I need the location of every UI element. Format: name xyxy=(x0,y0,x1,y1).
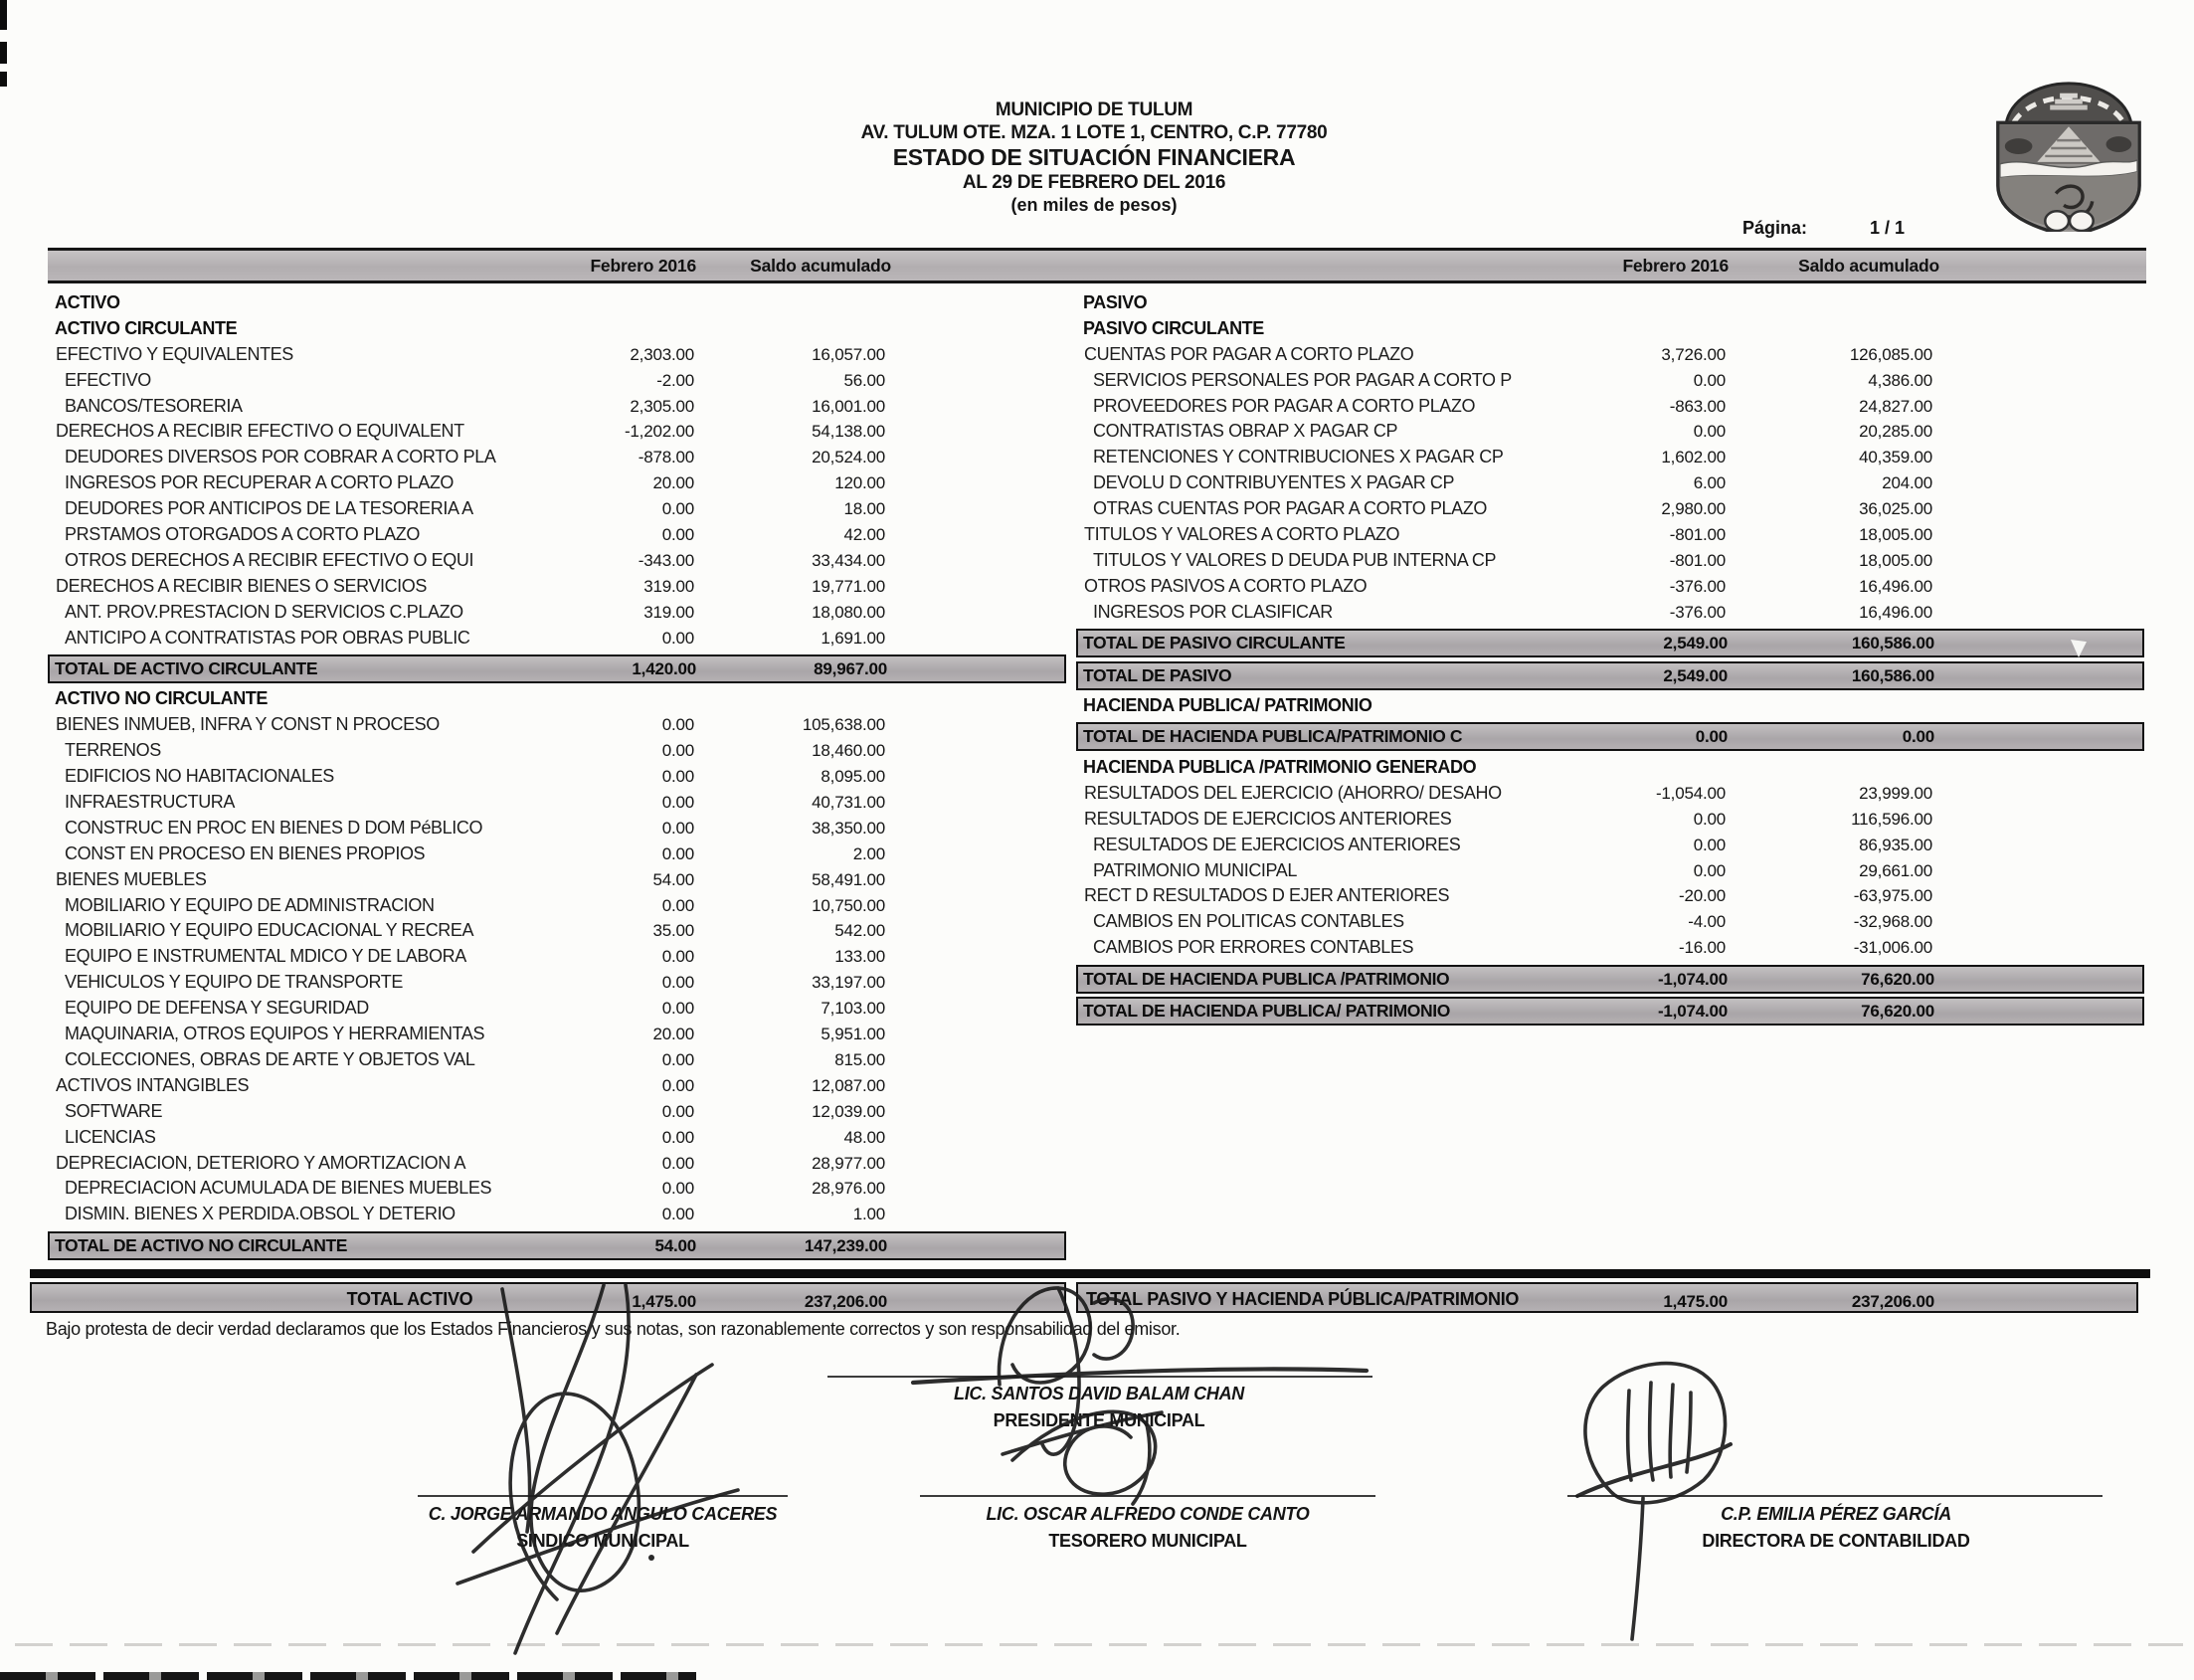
account-label: BIENES INMUEB, INFRA Y CONST N PROCESO xyxy=(56,714,440,735)
total-activo-row xyxy=(30,1282,1066,1313)
account-row xyxy=(48,1176,1066,1202)
account-label: ACTIVO xyxy=(55,292,120,312)
value-saldo-acumulado: 38,350.00 xyxy=(812,818,885,838)
total-pasivo-patrimonio-saldo: 237,206.00 xyxy=(1851,1292,1934,1311)
account-row xyxy=(48,1099,1066,1125)
value-saldo-acumulado: 16,496.00 xyxy=(1859,576,1932,596)
value-saldo-acumulado: 7,103.00 xyxy=(821,999,885,1019)
total-row xyxy=(1076,965,2144,994)
account-row xyxy=(48,548,1066,574)
account-label: CAMBIOS EN POLITICAS CONTABLES xyxy=(1093,911,1404,932)
value-saldo-acumulado: 56.00 xyxy=(843,370,885,390)
account-row xyxy=(48,342,1066,368)
value-saldo-acumulado: 89,967.00 xyxy=(814,658,887,678)
value-saldo-acumulado: 28,977.00 xyxy=(812,1153,885,1173)
account-label: RETENCIONES Y CONTRIBUCIONES X PAGAR CP xyxy=(1093,447,1504,467)
account-label: TITULOS Y VALORES D DEUDA PUB INTERNA CP xyxy=(1093,549,1497,570)
value-saldo-acumulado: 33,434.00 xyxy=(812,550,885,570)
account-label: CONTRATISTAS OBRAP X PAGAR CP xyxy=(1093,421,1398,442)
section-heading-row xyxy=(1076,755,2144,781)
account-row xyxy=(1076,496,2144,522)
account-label: EDIFICIOS NO HABITACIONALES xyxy=(65,766,334,787)
account-row xyxy=(48,445,1066,470)
value-saldo-acumulado: 133.00 xyxy=(834,947,885,967)
value-saldo-acumulado: 105,638.00 xyxy=(802,715,885,735)
value-saldo-acumulado: 28,976.00 xyxy=(812,1179,885,1199)
value-saldo-acumulado: 18,005.00 xyxy=(1859,525,1932,545)
signer-title: TESORERO MUNICIPAL xyxy=(1048,1531,1247,1551)
account-label: PASIVO xyxy=(1083,292,1148,312)
value-febrero-2016: 2,980.00 xyxy=(1661,499,1726,519)
value-febrero-2016: 20.00 xyxy=(652,473,694,493)
value-saldo-acumulado: 76,620.00 xyxy=(1861,969,1934,989)
value-saldo-acumulado: 12,039.00 xyxy=(812,1101,885,1121)
value-febrero-2016: 0.00 xyxy=(661,525,694,545)
account-label: EFECTIVO xyxy=(65,369,151,390)
account-label: RESULTADOS DE EJERCICIOS ANTERIORES xyxy=(1093,834,1461,854)
value-febrero-2016: 0.00 xyxy=(1693,809,1726,829)
section-heading-row xyxy=(1076,316,2144,342)
value-saldo-acumulado: -63,975.00 xyxy=(1853,886,1932,906)
value-febrero-2016: 20.00 xyxy=(652,1025,694,1044)
value-febrero-2016: -1,074.00 xyxy=(1657,969,1728,989)
value-febrero-2016: 0.00 xyxy=(661,628,694,648)
account-row xyxy=(1076,807,2144,833)
page-number-value: 1 / 1 xyxy=(1870,218,1906,238)
value-saldo-acumulado: 18,460.00 xyxy=(812,741,885,761)
signature-line xyxy=(1567,1495,2103,1497)
value-febrero-2016: 0.00 xyxy=(1693,860,1726,880)
account-label: ANTICIPO A CONTRATISTAS POR OBRAS PUBLIC xyxy=(65,627,470,648)
total-activo-febrero: 1,475.00 xyxy=(632,1292,696,1311)
value-saldo-acumulado: 33,197.00 xyxy=(812,973,885,993)
value-saldo-acumulado: 10,750.00 xyxy=(812,895,885,915)
account-label: DEVOLU D CONTRIBUYENTES X PAGAR CP xyxy=(1093,472,1455,493)
account-row xyxy=(1076,368,2144,394)
value-saldo-acumulado: 18.00 xyxy=(843,499,885,519)
value-saldo-acumulado: 48.00 xyxy=(843,1127,885,1147)
value-saldo-acumulado: 18,080.00 xyxy=(812,602,885,622)
account-label: TOTAL DE PASIVO xyxy=(1083,664,1232,685)
value-febrero-2016: 2,303.00 xyxy=(630,344,694,364)
account-row xyxy=(48,738,1066,764)
total-activo-saldo: 237,206.00 xyxy=(804,1292,887,1311)
value-febrero-2016: 0.00 xyxy=(661,715,694,735)
account-label: COLECCIONES, OBRAS DE ARTE Y OBJETOS VAL xyxy=(65,1048,475,1069)
value-saldo-acumulado: 42.00 xyxy=(843,525,885,545)
account-row xyxy=(48,816,1066,841)
account-label: BIENES MUEBLES xyxy=(56,868,207,889)
value-febrero-2016: 6.00 xyxy=(1693,473,1726,493)
signature-line xyxy=(920,1495,1375,1497)
value-saldo-acumulado: 76,620.00 xyxy=(1861,1002,1934,1022)
account-row xyxy=(48,996,1066,1022)
value-saldo-acumulado: 16,001.00 xyxy=(812,396,885,416)
entity-name: MUNICIPIO DE TULUM xyxy=(995,99,1193,120)
value-febrero-2016: 0.00 xyxy=(661,947,694,967)
value-saldo-acumulado: 815.00 xyxy=(834,1049,885,1069)
account-row xyxy=(1076,858,2144,884)
value-febrero-2016: 2,305.00 xyxy=(630,396,694,416)
account-label: TERRENOS xyxy=(65,740,161,761)
value-febrero-2016: -16.00 xyxy=(1678,938,1726,958)
scan-artifact xyxy=(0,42,7,64)
value-saldo-acumulado: 19,771.00 xyxy=(812,576,885,596)
signature-line xyxy=(418,1495,788,1497)
account-label: HACIENDA PUBLICA /PATRIMONIO GENERADO xyxy=(1083,756,1477,777)
account-row xyxy=(48,893,1066,919)
account-row xyxy=(1076,419,2144,445)
total-row xyxy=(48,654,1066,683)
account-row xyxy=(48,1151,1066,1177)
signature-line xyxy=(827,1376,1372,1378)
section-heading-row xyxy=(1076,290,2144,316)
value-saldo-acumulado: 20,524.00 xyxy=(812,448,885,467)
value-saldo-acumulado: 160,586.00 xyxy=(1851,665,1934,685)
value-saldo-acumulado: 54,138.00 xyxy=(812,422,885,442)
account-row xyxy=(1076,909,2144,935)
column-header-febrero-right: Febrero 2016 xyxy=(1622,256,1729,276)
value-febrero-2016: 0.00 xyxy=(661,793,694,813)
value-febrero-2016: -376.00 xyxy=(1669,602,1726,622)
value-febrero-2016: 0.00 xyxy=(661,843,694,863)
account-row xyxy=(48,574,1066,600)
account-label: INFRAESTRUCTURA xyxy=(65,792,236,813)
scan-artifact xyxy=(0,72,7,87)
account-label: CAMBIOS POR ERRORES CONTABLES xyxy=(1093,937,1414,958)
value-saldo-acumulado: -32,968.00 xyxy=(1853,912,1932,932)
value-febrero-2016: -1,074.00 xyxy=(1657,1002,1728,1022)
value-febrero-2016: 0.00 xyxy=(1693,835,1726,854)
account-row xyxy=(1076,600,2144,626)
section-heading-row xyxy=(48,316,1066,342)
account-row xyxy=(48,600,1066,626)
value-saldo-acumulado: 542.00 xyxy=(834,921,885,941)
value-saldo-acumulado: 16,057.00 xyxy=(812,344,885,364)
value-febrero-2016: 2,549.00 xyxy=(1663,665,1728,685)
value-saldo-acumulado: 0.00 xyxy=(1902,727,1934,747)
value-saldo-acumulado: 147,239.00 xyxy=(804,1235,887,1255)
value-febrero-2016: -4.00 xyxy=(1688,912,1726,932)
value-febrero-2016: 1,420.00 xyxy=(632,658,696,678)
value-saldo-acumulado: -31,006.00 xyxy=(1853,938,1932,958)
column-header-saldo-right: Saldo acumulado xyxy=(1798,256,1939,276)
account-row xyxy=(48,867,1066,893)
value-saldo-acumulado: 204.00 xyxy=(1882,473,1932,493)
account-label: SERVICIOS PERSONALES POR PAGAR A CORTO P xyxy=(1093,369,1512,390)
account-label: TITULOS Y VALORES A CORTO PLAZO xyxy=(1084,524,1400,545)
account-row xyxy=(48,1125,1066,1151)
total-row xyxy=(1076,997,2144,1026)
account-label: SOFTWARE xyxy=(65,1100,163,1121)
account-label: EQUIPO E INSTRUMENTAL MDICO Y DE LABORA xyxy=(65,946,466,967)
account-row xyxy=(48,944,1066,970)
account-label: TOTAL DE ACTIVO CIRCULANTE xyxy=(55,657,318,678)
document-title: ESTADO DE SITUACIÓN FINANCIERA xyxy=(892,144,1296,170)
value-febrero-2016: 0.00 xyxy=(1693,422,1726,442)
value-febrero-2016: -801.00 xyxy=(1669,550,1726,570)
account-row xyxy=(1076,935,2144,961)
account-label: PRSTAMOS OTORGADOS A CORTO PLAZO xyxy=(65,524,420,545)
account-label: EQUIPO DE DEFENSA Y SEGURIDAD xyxy=(65,998,369,1019)
account-row xyxy=(48,470,1066,496)
signer-block-sindico xyxy=(376,1501,829,1555)
account-label: MOBILIARIO Y EQUIPO DE ADMINISTRACION xyxy=(65,894,435,915)
value-saldo-acumulado: 1.00 xyxy=(852,1205,885,1224)
account-row xyxy=(48,764,1066,790)
account-label: ACTIVO NO CIRCULANTE xyxy=(55,688,268,709)
value-febrero-2016: 0.00 xyxy=(661,1049,694,1069)
account-row xyxy=(48,394,1066,420)
account-label: ANT. PROV.PRESTACION D SERVICIOS C.PLAZO xyxy=(65,601,463,622)
page-number-label: Página: xyxy=(1742,218,1808,238)
value-saldo-acumulado: 86,935.00 xyxy=(1859,835,1932,854)
total-pasivo-patrimonio-febrero: 1,475.00 xyxy=(1663,1292,1728,1311)
signer-name: LIC. SANTOS DAVID BALAM CHAN xyxy=(954,1384,1244,1403)
account-row xyxy=(1076,883,2144,909)
account-row xyxy=(1076,522,2144,548)
value-febrero-2016: 0.00 xyxy=(661,499,694,519)
section-heading-row xyxy=(48,686,1066,712)
account-label: MAQUINARIA, OTROS EQUIPOS Y HERRAMIENTAS xyxy=(65,1024,485,1044)
account-row xyxy=(48,1047,1066,1073)
declaration-text: Bajo protesta de decir verdad declaramos que los Estados Financieros y sus notas, son razonablemente correctos y son responsabilidad del emisor. xyxy=(46,1319,1181,1339)
value-saldo-acumulado: 120.00 xyxy=(834,473,885,493)
total-row xyxy=(1076,722,2144,751)
account-row xyxy=(48,368,1066,394)
scan-artifact xyxy=(648,1555,654,1561)
units-note: (en miles de pesos) xyxy=(1010,195,1178,215)
account-row xyxy=(1076,781,2144,807)
account-row xyxy=(1076,342,2144,368)
account-label: ACTIVOS INTANGIBLES xyxy=(56,1074,250,1095)
value-febrero-2016: -2.00 xyxy=(656,370,694,390)
account-row xyxy=(48,626,1066,652)
account-row xyxy=(1076,470,2144,496)
value-febrero-2016: 0.00 xyxy=(661,895,694,915)
total-row xyxy=(1076,661,2144,690)
value-febrero-2016: 0.00 xyxy=(661,818,694,838)
value-febrero-2016: -878.00 xyxy=(638,448,694,467)
value-febrero-2016: 54.00 xyxy=(654,1235,696,1255)
column-header-bar xyxy=(48,248,2146,283)
account-row xyxy=(48,496,1066,522)
value-febrero-2016: 0.00 xyxy=(661,973,694,993)
value-febrero-2016: 35.00 xyxy=(652,921,694,941)
value-saldo-acumulado: 12,087.00 xyxy=(812,1075,885,1095)
account-label: OTRAS CUENTAS POR PAGAR A CORTO PLAZO xyxy=(1093,498,1487,519)
account-label: CONST EN PROCESO EN BIENES PROPIOS xyxy=(65,842,426,863)
account-label: OTROS PASIVOS A CORTO PLAZO xyxy=(1084,575,1368,596)
value-febrero-2016: 0.00 xyxy=(661,1205,694,1224)
value-febrero-2016: 0.00 xyxy=(1693,370,1726,390)
entity-address: AV. TULUM OTE. MZA. 1 LOTE 1, CENTRO, C.P. 77780 xyxy=(860,122,1328,143)
value-febrero-2016: 0.00 xyxy=(661,1075,694,1095)
account-label: TOTAL DE HACIENDA PUBLICA/ PATRIMONIO xyxy=(1083,1001,1450,1022)
value-febrero-2016: -801.00 xyxy=(1669,525,1726,545)
account-row xyxy=(48,841,1066,867)
value-febrero-2016: 3,726.00 xyxy=(1661,344,1726,364)
value-saldo-acumulado: 2.00 xyxy=(852,843,885,863)
value-saldo-acumulado: 40,359.00 xyxy=(1859,448,1932,467)
account-label: HACIENDA PUBLICA/ PATRIMONIO xyxy=(1083,695,1372,716)
value-saldo-acumulado: 116,596.00 xyxy=(1851,809,1932,829)
column-header-febrero-left: Febrero 2016 xyxy=(590,256,696,276)
account-label: DEPRECIACION, DETERIORO Y AMORTIZACION A xyxy=(56,1152,466,1173)
account-label: RECT D RESULTADOS D EJER ANTERIORES xyxy=(1084,885,1450,906)
account-label: OTROS DERECHOS A RECIBIR EFECTIVO O EQUI xyxy=(65,549,474,570)
value-saldo-acumulado: 18,005.00 xyxy=(1859,550,1932,570)
scan-artifact xyxy=(0,1672,696,1680)
value-saldo-acumulado: 24,827.00 xyxy=(1859,396,1932,416)
value-saldo-acumulado: 20,285.00 xyxy=(1859,422,1932,442)
value-febrero-2016: 319.00 xyxy=(643,602,694,622)
signer-name: LIC. OSCAR ALFREDO CONDE CANTO xyxy=(986,1504,1310,1524)
section-heading-row xyxy=(1076,693,2144,719)
value-febrero-2016: 2,549.00 xyxy=(1663,634,1728,653)
total-activo-label: TOTAL ACTIVO xyxy=(346,1289,473,1309)
signer-block-tesorero xyxy=(910,1501,1385,1555)
account-label: TOTAL DE ACTIVO NO CIRCULANTE xyxy=(55,1234,348,1255)
account-label: TOTAL DE HACIENDA PUBLICA/PATRIMONIO C xyxy=(1083,726,1463,747)
value-febrero-2016: 0.00 xyxy=(661,1127,694,1147)
account-label: CUENTAS POR PAGAR A CORTO PLAZO xyxy=(1084,343,1414,364)
signer-title: SINDICO MUNICIPAL xyxy=(516,1531,689,1551)
account-row xyxy=(48,790,1066,816)
account-label: DEUDORES POR ANTICIPOS DE LA TESORERIA A xyxy=(65,498,473,519)
value-febrero-2016: 0.00 xyxy=(661,1101,694,1121)
account-row xyxy=(1076,394,2144,420)
value-febrero-2016: 319.00 xyxy=(643,576,694,596)
value-saldo-acumulado: 5,951.00 xyxy=(821,1025,885,1044)
scan-artifact xyxy=(15,1643,2183,1646)
account-label: BANCOS/TESORERIA xyxy=(65,395,243,416)
signer-name: C.P. EMILIA PÉREZ GARCÍA xyxy=(1721,1504,1951,1524)
value-febrero-2016: 1,602.00 xyxy=(1661,448,1726,467)
value-febrero-2016: 0.00 xyxy=(661,741,694,761)
signer-title: DIRECTORA DE CONTABILIDAD xyxy=(1702,1531,1970,1551)
total-row xyxy=(1076,629,2144,657)
account-label: DEUDORES DIVERSOS POR COBRAR A CORTO PLA xyxy=(65,447,496,467)
value-febrero-2016: -1,202.00 xyxy=(624,422,694,442)
account-row xyxy=(48,419,1066,445)
account-row xyxy=(1076,833,2144,858)
value-saldo-acumulado: 126,085.00 xyxy=(1849,344,1932,364)
account-label: CONSTRUC EN PROC EN BIENES D DOM PéBLICO xyxy=(65,817,483,838)
column-header-saldo-left: Saldo acumulado xyxy=(750,256,891,276)
value-saldo-acumulado: 40,731.00 xyxy=(812,793,885,813)
value-saldo-acumulado: 8,095.00 xyxy=(821,767,885,787)
page-number xyxy=(1742,218,1906,239)
total-pasivo-patrimonio-label: TOTAL PASIVO Y HACIENDA PÚBLICA/PATRIMONIO xyxy=(1086,1289,1520,1309)
account-label: VEHICULOS Y EQUIPO DE TRANSPORTE xyxy=(65,972,403,993)
account-label: INGRESOS POR RECUPERAR A CORTO PLAZO xyxy=(65,472,455,493)
account-row xyxy=(48,522,1066,548)
account-label: DERECHOS A RECIBIR EFECTIVO O EQUIVALENT xyxy=(56,421,464,442)
account-label: ACTIVO CIRCULANTE xyxy=(55,317,238,338)
account-label: PATRIMONIO MUNICIPAL xyxy=(1093,859,1298,880)
signer-block-presidente xyxy=(801,1381,1397,1434)
account-label: RESULTADOS DE EJERCICIOS ANTERIORES xyxy=(1084,808,1452,829)
account-label: INGRESOS POR CLASIFICAR xyxy=(1093,601,1333,622)
account-row xyxy=(48,1073,1066,1099)
value-febrero-2016: 0.00 xyxy=(661,1179,694,1199)
section-heading-row xyxy=(48,290,1066,316)
value-febrero-2016: -343.00 xyxy=(638,550,694,570)
value-febrero-2016: -376.00 xyxy=(1669,576,1726,596)
account-label: PROVEEDORES POR PAGAR A CORTO PLAZO xyxy=(1093,395,1476,416)
document-header xyxy=(497,98,1691,216)
account-row xyxy=(48,1022,1066,1047)
signer-name: C. JORGE ARMANDO ANGULO CACERES xyxy=(428,1504,778,1524)
account-row xyxy=(48,1202,1066,1227)
value-saldo-acumulado: 1,691.00 xyxy=(821,628,885,648)
value-febrero-2016: 0.00 xyxy=(661,1153,694,1173)
account-label: LICENCIAS xyxy=(65,1126,156,1147)
account-label: DERECHOS A RECIBIR BIENES O SERVICIOS xyxy=(56,575,427,596)
account-label: DEPRECIACION ACUMULADA DE BIENES MUEBLES xyxy=(65,1178,492,1199)
account-label: EFECTIVO Y EQUIVALENTES xyxy=(56,343,293,364)
account-row xyxy=(48,970,1066,996)
account-label: PASIVO CIRCULANTE xyxy=(1083,317,1264,338)
account-label: DISMIN. BIENES X PERDIDA.OBSOL Y DETERIO xyxy=(65,1204,456,1224)
total-pasivo-patrimonio-row xyxy=(1076,1282,2138,1313)
signer-title: PRESIDENTE MUNICIPAL xyxy=(993,1410,1205,1430)
account-row xyxy=(1076,574,2144,600)
value-saldo-acumulado: 160,586.00 xyxy=(1851,634,1934,653)
account-label: RESULTADOS DEL EJERCICIO (AHORRO/ DESAHO xyxy=(1084,782,1502,803)
account-row xyxy=(48,712,1066,738)
value-saldo-acumulado: 58,491.00 xyxy=(812,869,885,889)
value-febrero-2016: 0.00 xyxy=(661,999,694,1019)
account-label: TOTAL DE PASIVO CIRCULANTE xyxy=(1083,633,1346,653)
pasivo-table xyxy=(1076,290,2144,1029)
value-febrero-2016: -1,054.00 xyxy=(1655,783,1726,803)
value-febrero-2016: 0.00 xyxy=(661,767,694,787)
account-row xyxy=(1076,445,2144,470)
value-saldo-acumulado: 16,496.00 xyxy=(1859,602,1932,622)
account-row xyxy=(48,918,1066,944)
signer-block-contabilidad xyxy=(1581,1501,2091,1555)
activo-table xyxy=(48,290,1066,1263)
value-febrero-2016: -863.00 xyxy=(1669,396,1726,416)
value-febrero-2016: -20.00 xyxy=(1678,886,1726,906)
total-row xyxy=(48,1231,1066,1260)
account-row xyxy=(1076,548,2144,574)
account-label: TOTAL DE HACIENDA PUBLICA /PATRIMONIO xyxy=(1083,968,1450,989)
value-febrero-2016: 54.00 xyxy=(652,869,694,889)
value-saldo-acumulado: 36,025.00 xyxy=(1859,499,1932,519)
account-label: MOBILIARIO Y EQUIPO EDUCACIONAL Y RECREA xyxy=(65,920,474,941)
report-date: AL 29 DE FEBRERO DEL 2016 xyxy=(962,172,1226,193)
value-febrero-2016: 0.00 xyxy=(1695,727,1728,747)
value-saldo-acumulado: 4,386.00 xyxy=(1868,370,1932,390)
value-saldo-acumulado: 29,661.00 xyxy=(1859,860,1932,880)
municipal-crest-logo xyxy=(1981,70,2156,232)
grand-total-rule xyxy=(30,1269,2150,1278)
value-saldo-acumulado: 23,999.00 xyxy=(1859,783,1932,803)
scan-artifact xyxy=(0,0,7,30)
